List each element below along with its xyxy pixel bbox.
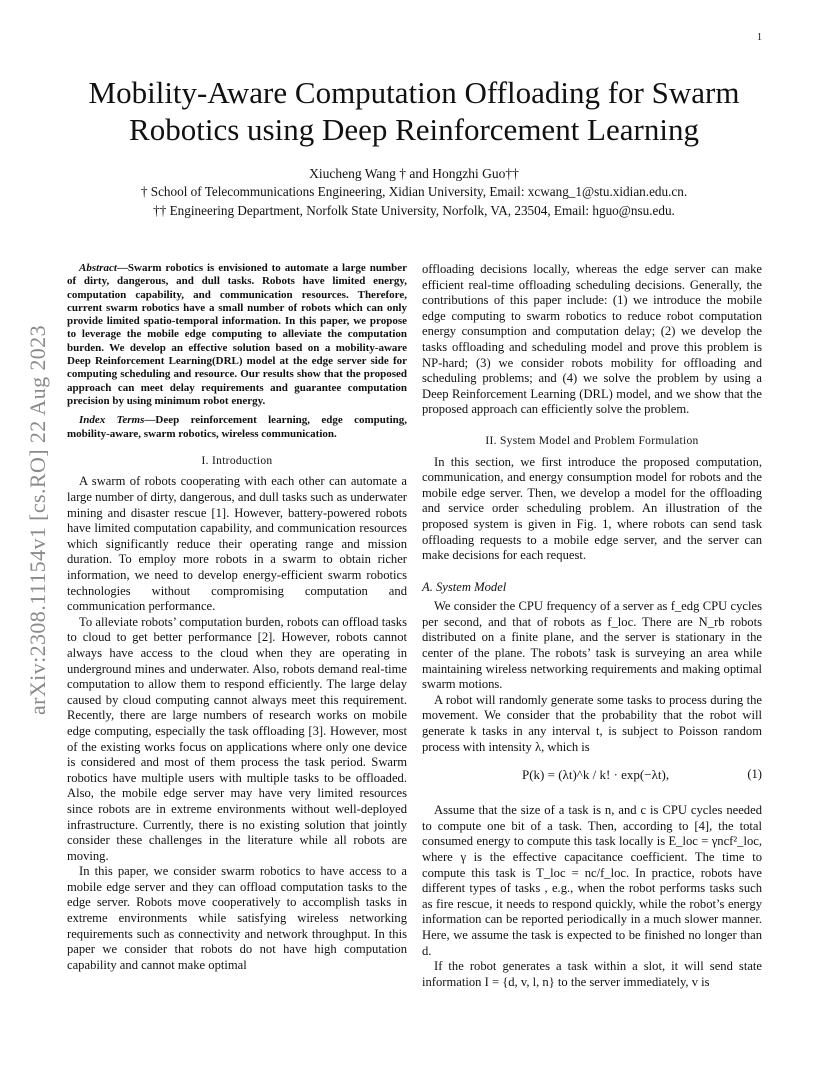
paper-title: Mobility-Aware Computation Offloading for Swarm Robotics using Deep Reinforcement Learning — [88, 75, 740, 147]
abstract-text: —Swarm robotics is envisioned to automate a large number of dirty, dangerous, and dull tasks. Robots have limited energy, computation capability, and communication resources. Therefore, current swarm robotics have a small number of robots which can only provide limited spatio-temporal information. In this paper, we propose to leverage the mobile edge computing to alleviate the computation burden. We develop an effective solution based on a mobility-aware Deep Reinforcement Learning(DRL) model at the edge server side for computing scheduling and resource. Our results show that the proposed approach can meet delay requirements and guarantee computation precision by using minimum robot energy. — [67, 262, 407, 407]
right-column — [422, 262, 762, 990]
system-paragraph-1: In this section, we first introduce the proposed computation, communication, and energy consumption model for robots and the mobile edge server. Then, we develop a model for the offloading and service order scheduling problem. An illustration of the proposed system is given in Fig. 1, where robots can send task offloading requests to a mobile edge server, and the server can make decisions for each request. — [422, 454, 762, 563]
affiliation-2: †† Engineering Department, Norfolk State University, Norfolk, VA, 23504, Email: hguo@nsu.edu. — [153, 203, 675, 218]
system-paragraph-5: If the robot generates a task within a slot, it will send state information I = {d, v, l, n} to the server immediately, v is — [422, 959, 762, 989]
system-paragraph-4: Assume that the size of a task is n, and c is CPU cycles needed to compute one bit of a task. Then, according to [4], the total consumed energy to compute this task locally is E_loc = γncf²_loc, where γ is the effective capacitance coefficient. The time to compute this task is T_loc = nc/f_loc. In practice, robots have different types of tasks , e.g., when the robot performs tasks such as fire rescue, it needs to respond quickly, while the robot’s energy information can be reported periodically in a much slower manner. Here, we assume the task is expected to be finished no longer than d. — [422, 803, 762, 958]
affiliation-1: † School of Telecommunications Engineering, Xidian University, Email: xcwang_1@stu.xidian.edu.cn. — [140, 184, 688, 199]
section-heading-system-model: II. System Model and Problem Formulation — [485, 434, 699, 447]
arxiv-stamp: arXiv:2308.11154v1 [cs.RO] 22 Aug 2023 — [25, 325, 50, 715]
index-terms — [67, 414, 407, 441]
abstract — [67, 262, 407, 408]
system-paragraph-2: We consider the CPU frequency of a server as f_edg CPU cycles per second, and that of robots as f_loc. There are N_rb robots distributed on a finite plane, and the server is stationary in the center of the plane. The robots’ task is surveying an area while maintaining wireless networking requirements and making optimal swarm motions. — [422, 599, 762, 692]
page-number: 1 — [757, 32, 762, 43]
index-terms-label: Index Terms — [79, 414, 145, 427]
left-column — [67, 262, 407, 973]
authors: Xiucheng Wang † and Hongzhi Guo†† — [309, 166, 519, 181]
intro-paragraph-1: A swarm of robots cooperating with each other can automate a large number of dirty, dangerous, and dull tasks such as underwater mining and disaster rescue [1]. However, battery-powered robots have limited computation capability, and communication resources which significantly reduce their operating range and mission duration. To employ more robots in a swarm to obtain richer information, we need to develop energy-efficient swarm robotics technologies without compromising computation and communication performance. — [67, 474, 407, 614]
equation-body: P(k) = (λt)^k / k! · exp(−λt), — [522, 767, 670, 783]
section-heading-introduction: I. Introduction — [201, 454, 273, 467]
system-paragraph-3: A robot will randomly generate some tasks to process during the movement. We consider that the probability that the robot will generate k tasks in any interval t, is subject to Poisson random process with intensity λ, which is — [422, 692, 762, 754]
equation-number: (1) — [747, 767, 762, 782]
subsection-heading-a: A. System Model — [422, 579, 507, 594]
abstract-label: Abstract — [79, 262, 117, 274]
intro-paragraph-2: To alleviate robots’ computation burden, robots can offload tasks to cloud to get better performance [2]. However, robots cannot always have access to the cloud when they are operating in underground mines and underwater. Also, robots demand real-time computation to allow them to respond efficiently. The large delay caused by cloud computing cannot always meet this requirement. Recently, there are large numbers of research works on mobile edge computing, especially the task offloading [3]. However, most of the existing works focus on applications where only one device is considered and most of them process the task period. Swarm robotics have multiple users with multiple tasks to be offloaded. Also, the mobile edge server may have very limited resources since robots are in extreme environments without well-deployed infrastructure. Currently, there is no existing solution that jointly consider these challenges in the literature while all robots are moving. — [67, 614, 407, 863]
intro-paragraph-3: In this paper, we consider swarm robotics to have access to a mobile edge server and they can offload computation tasks to the edge server. Robots move cooperatively to accomplish tasks in extreme environments while satisfying wireless networking requirements such as connectivity and network throughput. In this paper we consider that robots do not have high computation capability and cannot make optimal — [67, 864, 407, 972]
intro-paragraph-4: offloading decisions locally, whereas the edge server can make efficient real-time offloading scheduling decisions. Generally, the contributions of this paper include: (1) we introduce the mobile edge computing to swarm robotics to reduce robot computation energy consumption and computation delay; (2) we develop the tasks offloading and scheduling model and prove this problem is NP-hard; (3) we consider robots mobility for offloading and scheduling problems; and (4) we solve the problem by using a Deep Reinforcement Learning (DRL) model, and we show that the proposed approach can efficiently solve the problem. — [422, 262, 762, 417]
equation-1 — [422, 759, 762, 799]
index-terms-text: —Deep reinforcement learning, edge computing, mobility-aware, swarm robotics, wireless communication. — [67, 414, 407, 440]
